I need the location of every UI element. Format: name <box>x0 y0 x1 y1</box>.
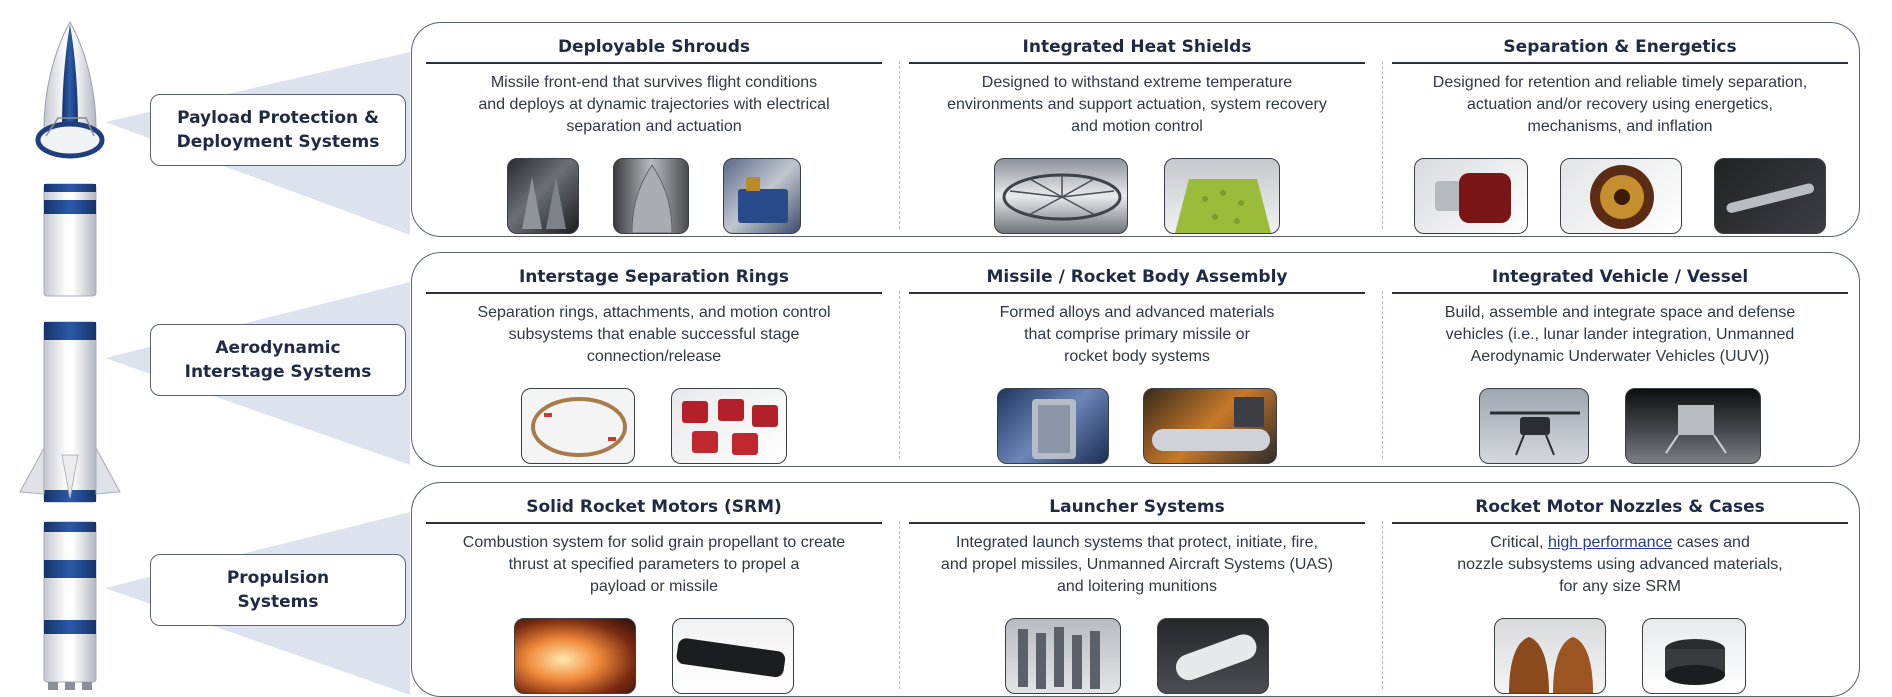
panel-aerodynamic-interstage <box>411 252 1860 467</box>
motor-firing-photo <box>514 618 636 694</box>
nose-cone-icon <box>38 22 102 156</box>
panel-payload-protection <box>411 22 1860 237</box>
column-divider <box>1382 61 1383 229</box>
column-solid-rocket-motors <box>426 495 882 685</box>
factory-line-photo <box>1143 388 1277 464</box>
attachment-hardware-photo <box>671 388 787 464</box>
body-assembly-photo <box>997 388 1109 464</box>
title-rule <box>909 62 1365 64</box>
energetic-device-photo <box>1560 158 1682 234</box>
high-performance-link[interactable]: high performance <box>1547 534 1673 551</box>
column-description: Formed alloys and advanced materials that comprise primary missile or rocket body systems <box>999 304 1275 365</box>
title-rule <box>426 292 882 294</box>
rocket-illustration <box>0 0 140 697</box>
title-rule <box>426 62 882 64</box>
section-label-line: Deployment Systems <box>176 132 380 152</box>
column-missile-rocket-body-assembly <box>909 265 1365 455</box>
column-title: Deployable Shrouds <box>557 37 751 57</box>
section-label-propulsion <box>150 554 406 626</box>
title-rule <box>909 522 1365 524</box>
motor-casing-photo <box>672 618 794 694</box>
nozzle-cases-photo <box>1494 618 1606 694</box>
column-description: Critical, high performance cases and nozzle subsystems using advanced materials, for any size SRM <box>1457 534 1783 595</box>
section-label-line: Systems <box>237 592 319 612</box>
column-title: Separation & Energetics <box>1503 37 1737 57</box>
column-integrated-vehicle-vessel <box>1392 265 1848 455</box>
column-title: Interstage Separation Rings <box>518 267 790 287</box>
shroud-halves-photo <box>507 158 579 234</box>
separation-ring-photo <box>521 388 635 464</box>
heat-shield-tiles-photo <box>1164 158 1280 234</box>
title-rule <box>1392 292 1848 294</box>
column-divider <box>899 291 900 459</box>
panel-propulsion <box>411 482 1860 697</box>
column-description: Missile front-end that survives flight conditions and deploys at dynamic trajectories with electrical separation and actuation <box>478 74 830 135</box>
heat-shield-frame-photo <box>994 158 1128 234</box>
drone-photo <box>1479 388 1589 464</box>
column-launcher-systems <box>909 495 1365 685</box>
column-rocket-motor-nozzles-cases <box>1392 495 1848 685</box>
column-title: Launcher Systems <box>1049 497 1225 517</box>
propulsion-segment-icon <box>44 522 96 690</box>
nose-cone-photo <box>613 158 689 234</box>
column-integrated-heat-shields <box>909 35 1365 225</box>
column-description: Combustion system for solid grain propellant to create thrust at specified parameters to propel a payload or missile <box>462 534 846 595</box>
shroud-hardware-photo <box>723 158 801 234</box>
upper-body-segment-icon <box>44 184 96 296</box>
lunar-lander-photo <box>1625 388 1761 464</box>
column-description: Designed to withstand extreme temperature environments and support actuation, system recovery and motion control <box>947 74 1327 135</box>
column-deployable-shrouds <box>426 35 882 225</box>
column-description: Integrated launch systems that protect, initiate, fire, and propel missiles, Unmanned Aircraft Systems (UAS) and loitering munitions <box>940 534 1334 595</box>
column-title: Missile / Rocket Body Assembly <box>986 267 1288 287</box>
interstage-segment-icon <box>20 322 120 502</box>
column-title: Integrated Heat Shields <box>1022 37 1252 57</box>
column-description: Designed for retention and reliable timely separation, actuation and/or recovery using energetics, mechanisms, and inflation <box>1432 74 1808 135</box>
title-rule <box>1392 62 1848 64</box>
section-label-interstage <box>150 324 406 396</box>
column-title: Integrated Vehicle / Vessel <box>1491 267 1749 287</box>
title-rule <box>909 292 1365 294</box>
column-divider <box>899 61 900 229</box>
column-divider <box>899 521 900 689</box>
separation-actuator-photo <box>1414 158 1528 234</box>
column-title: Solid Rocket Motors (SRM) <box>526 497 782 517</box>
column-description: Separation rings, attachments, and motion control subsystems that enable successful stage connection/release <box>477 304 831 365</box>
title-rule <box>426 522 882 524</box>
launch-tube-photo <box>1157 618 1269 694</box>
title-rule <box>1392 522 1848 524</box>
section-label-line: Payload Protection & <box>177 108 379 128</box>
column-title: Rocket Motor Nozzles & Cases <box>1475 497 1765 517</box>
section-label-line: Propulsion <box>226 568 330 588</box>
separation-rod-photo <box>1714 158 1826 234</box>
column-divider <box>1382 291 1383 459</box>
section-label-payload <box>150 94 406 166</box>
launcher-array-photo <box>1005 618 1121 694</box>
column-separation-energetics <box>1392 35 1848 225</box>
column-interstage-separation-rings <box>426 265 882 455</box>
section-label-line: Aerodynamic <box>215 338 341 358</box>
column-description: Build, assemble and integrate space and defense vehicles (i.e., lunar lander integration, Unmanned Aerodynamic Underwater Vehicles (UUV)) <box>1444 304 1796 365</box>
section-label-line: Interstage Systems <box>184 362 372 382</box>
column-divider <box>1382 521 1383 689</box>
nozzle-ring-photo <box>1642 618 1746 694</box>
